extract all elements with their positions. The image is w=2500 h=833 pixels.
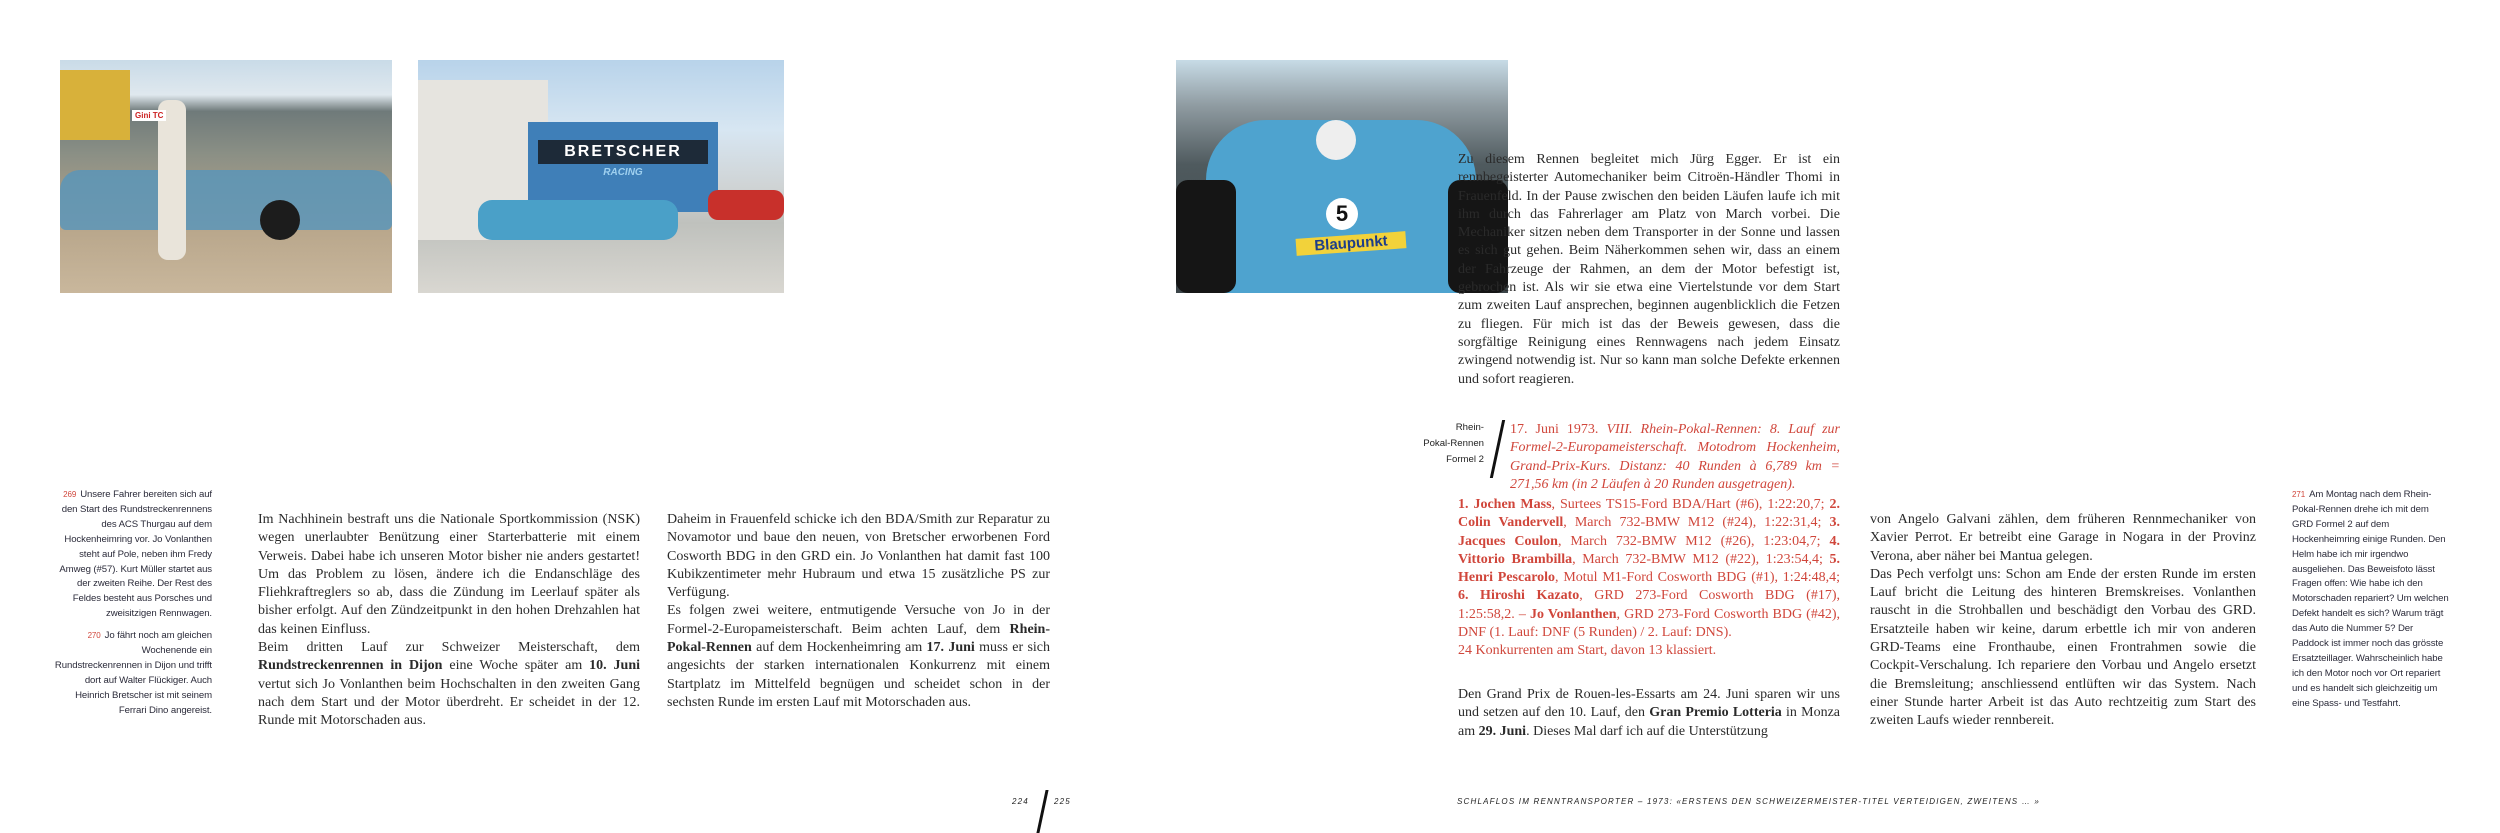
text-segment: Den Grand Prix de Rouen-les-Essarts am 24. Juni sparen wir uns und setzen auf den 10. Lauf, den (1458, 687, 1840, 721)
page-number-right: 225 (1054, 797, 1071, 806)
caption-270 (52, 629, 212, 718)
bold-text: 5. Henri Pescarolo (1458, 551, 1841, 586)
paragraph (258, 511, 640, 639)
caption-number: 269 (63, 490, 77, 499)
text-segment: , March 732-BMW M12 (#22), 1:23:54,4; (1572, 551, 1830, 567)
text-segment: Zu diesem Rennen begleitet mich Jürg Egger. Er ist ein rennbegeisterter Automechaniker beim Citroën-Händler Thomi in Frauenfeld. In der Pause zwischen den beiden Läufen laufe ich mit ihm durch das Fahrerlager am Platz von March vorbei. Die Mechaniker sitzen neben dem Transporter in der Sonne und lassen es sich gut gehen. Beim Näherkommen sehen wir, dass an einem der Fahrzeuge der Rahmen, an dem der Motor befestigt ist, gebrochen ist. Als wir sie etwa eine Viertelstunde vor dem Start zum zweiten Lauf ansprechen, beginnen augenblicklich die Fetzen zu fliegen. Für mich ist das der Beweis gewesen, dass die sorgfältige Reinigung eines Rennwagens nach jedem Einsatz zwingend notwendig ist. Nur so kann man solche Defekte erkennen und sofort reagieren. (1458, 152, 1840, 387)
paragraph (1458, 151, 1840, 389)
bold-text: 2. Colin Vandervell (1458, 497, 1840, 531)
paragraph (1870, 566, 2256, 731)
bold-text: 17. Juni (926, 640, 975, 656)
text-segment: Beim dritten Lauf zur Schweizer Meisterschaft, dem (258, 640, 640, 656)
race-results (1458, 496, 1840, 661)
text-segment: Daheim in Frauenfeld schicke ich den BDA/Smith zur Reparatur zu Novamotor und baue den neuen, von Bretscher erworbenen Ford Cosworth BDG in den GRD ein. Jo Vonlanthen hat damit fast 100 Kubikzentimeter mehr Hubraum und etwa 15 zusätzliche PS zur Verfügung. (667, 512, 1050, 601)
driver-figure (158, 100, 186, 260)
tyre (260, 200, 300, 240)
tyre-left (1176, 180, 1236, 293)
sign-text: Gini TC (132, 110, 166, 121)
bold-text: Rundstreckenrennen in Dijon (258, 658, 443, 674)
text-segment: muss er sich angesichts der starken internationalen Konkurrenz mit einem Startplatz im Mittelfeld begnügen und scheidet schon in der sechsten Runde im ersten Lauf mit Motorschaden aus. (667, 640, 1050, 710)
caption-text: Am Montag nach dem Rhein-Pokal-Rennen drehe ich mit dem GRD Formel 2 auf dem Hockenheimring einige Runden. Den Helm habe ich mir irgendwo ausgeliehen. Das Beweisfoto lässt Fragen offen: Wie habe ich den Motorschaden repariert? Um welchen Defekt handelt es sich? Warum trägt das Auto die Nummer 5? Der Paddock ist immer noch das grösste Ersatzteillager. Wahrscheinlich habe ich den Motor noch vor Ort repariert und es handelt sich gleichzeitig um eine Spass- und Testfahrt. (2292, 489, 2449, 709)
bold-text: 1. Jochen Mass (1458, 497, 1552, 512)
bold-text: Gran Premio Lotteria (1649, 705, 1782, 721)
body-column-3b (1458, 686, 1840, 741)
caption-269 (52, 488, 212, 622)
running-head: SCHLAFLOS IM RENNTRANSPORTER – 1973: «ERSTENS DEN SCHWEIZERMEISTER-TITEL VERTEIDIGEN, ZWEITENS … » (1457, 797, 2041, 806)
paragraph (1458, 686, 1840, 741)
body-column-4 (1870, 511, 2256, 731)
paragraph (1870, 511, 2256, 566)
truck-sign: BRETSCHER (538, 140, 708, 164)
paragraph (258, 639, 640, 730)
text-segment: , March 732-BMW M12 (#24), 1:22:31,4; (1563, 515, 1830, 531)
sponsor-decal: Blaupunkt (1296, 231, 1407, 256)
race-header (1500, 421, 1840, 494)
text-segment: auf dem Hockenheimring am (751, 640, 927, 656)
car-number: 5 (1326, 198, 1358, 230)
text-segment: Im Nachhinein bestraft uns die Nationale Sportkommission (NSK) wegen unerlaubter Benützung einer Starterbatterie mit einem Verweis. Dabei habe ich unseren Motor bisher nie anders gestartet! Um das Problem zu lösen, ändere ich die Endanschläge des Fliehkraftreglers so ab, dass die Zündung im Leerlauf später als bisher erfolgt. Auf den Zündzeitpunkt in den hohen Drehzahlen hat das keinen Einfluss. (258, 512, 640, 637)
body-column-3 (1458, 151, 1840, 389)
text-segment: Das Pech verfolgt uns: Schon am Ende der ersten Runde im ersten Lauf bricht die Leitung des hinteren Bremskreises. Vonlanthen rauscht in die Strohballen und beschädigt den Vorbau des GRD. Ersatzteile haben wir keine, darum erbettle ich mir von anderen GRD-Teams eine Fronthaube, einen Frontrahmen sowie die Cockpit-Verschalung. Ich repariere den Vorbau und Angelo ersetzt die Bremsleitung; anschliessend entlüften wir das System. Nach einer Stunde harter Arbeit ist das Auto rechtzeitig zum Start des zweiten Laufs wieder rennbereit. (1870, 566, 2256, 729)
text-segment: . Dieses Mal darf ich auf die Unterstützung (1526, 723, 1768, 739)
photo-bretscher-transporter (418, 60, 784, 293)
bold-text: Jo Vonlanthen (1529, 606, 1617, 622)
body-column-2 (667, 511, 1050, 712)
gutter-slash (1036, 790, 1048, 833)
paragraph (667, 511, 1050, 602)
bold-text: Rhein-Pokal-Rennen (667, 621, 1050, 656)
body-column-1 (258, 511, 640, 731)
paragraph (667, 602, 1050, 712)
text-segment: , Motul M1-Ford Cosworth BDG (#1), 1:24:48,4; (1555, 570, 1840, 586)
text-segment: VIII. Rhein-Pokal-Rennen: 8. Lauf zur Formel-2-Europameisterschaft. Motodrom Hockenheim, Grand-Prix-Kurs. Distanz: 40 Runden à 6,789 km = 271,56 km (in 2 Läufen à 20 Runden ausgetragen). (1510, 422, 1840, 492)
text-segment: Es folgen zwei weitere, entmutigende Versuche von Jo in der Formel-2-Europameisterschaft. Beim achten Lauf, dem (667, 603, 1050, 637)
caption-number: 270 (87, 631, 101, 641)
bold-text: 6. Hiroshi Kazato (1458, 588, 1580, 604)
caption-text: Unsere Fahrer bereiten sich auf den Start des Rundstreckenrennens des ACS Thurgau auf dem Hockenheimring vor. Jo Vonlanthen steht auf Pole, neben ihm Fredy Amweg (#57). Kurt Müller startet aus der zweiten Reihe. Der Rest des Feldes besteht aus Porsches und zweisitzigen Rennwagen. (59, 489, 212, 620)
race-header-text (1510, 421, 1840, 494)
race-cars (60, 170, 392, 230)
caption-text: Jo fährt noch am gleichen Wochenende ein Rundstreckenrennen in Dijon und trifft dort auf Walter Flückiger. Auch Heinrich Bretscher ist mit seinem Ferrari Dino angereist. (54, 630, 212, 716)
text-segment: eine Woche später am (442, 658, 590, 674)
photo-starting-grid (60, 60, 392, 293)
text-segment: vertut sich Jo Vonlanthen beim Hochschalten in den zweiten Gang nach dem Start und der Motor überdreht. Er scheidet in der 12. Runde mit Motorschaden aus. (258, 676, 640, 729)
race-label-line: Pokal-Rennen (1423, 438, 1484, 449)
bold-text: 4. Vittorio Brambilla (1458, 533, 1840, 567)
transporter-truck (528, 122, 718, 212)
captions-left (52, 488, 212, 726)
caption-number: 271 (2292, 490, 2306, 499)
race-label-line: Rhein- (1455, 422, 1484, 433)
captions-right (2292, 488, 2452, 719)
race-results-text (1458, 496, 1840, 642)
race-label-line: Formel 2 (1446, 454, 1484, 465)
building (60, 70, 130, 140)
bold-text: 3. Jacques Coulon (1458, 515, 1840, 549)
bold-text: 29. Juni (1478, 723, 1527, 739)
race-sidebar-label (1420, 420, 1484, 468)
text-segment: 17. Juni 1973. (1510, 422, 1607, 437)
bold-text: 10. Juni (589, 658, 640, 674)
text-segment: von Angelo Galvani zählen, dem früheren Rennmechaniker von Xavier Perrot. Er betreibt eine Garage in Nogara in der Provinz Verona, aber näher bei Mantua gelegen. (1870, 512, 2256, 564)
text-segment: , GRD 273-Ford Cosworth BDG (#42), DNF (1. Lauf: DNF (5 Runden) / 2. Lauf: DNS). (1458, 606, 1841, 641)
race-cars (478, 200, 678, 240)
race-summary: 24 Konkurrenten am Start, davon 13 klassiert. (1458, 643, 1717, 659)
driver-helmet (1316, 120, 1356, 160)
text-segment: , Surtees TS15-Ford BDA/Hart (#6), 1:22:20,7; (1551, 497, 1830, 512)
text-segment: , GRD 273-Ford Cosworth BDG (#17), 1:25:58,2. – (1458, 588, 1840, 622)
truck-sign-sub: RACING (603, 167, 643, 178)
red-car (708, 190, 784, 220)
page-number-left: 224 (1012, 797, 1029, 806)
text-segment: , March 732-BMW M12 (#26), 1:23:04,7; (1557, 533, 1830, 549)
text-segment: in Monza am (1458, 705, 1840, 739)
caption-271 (2292, 488, 2452, 712)
